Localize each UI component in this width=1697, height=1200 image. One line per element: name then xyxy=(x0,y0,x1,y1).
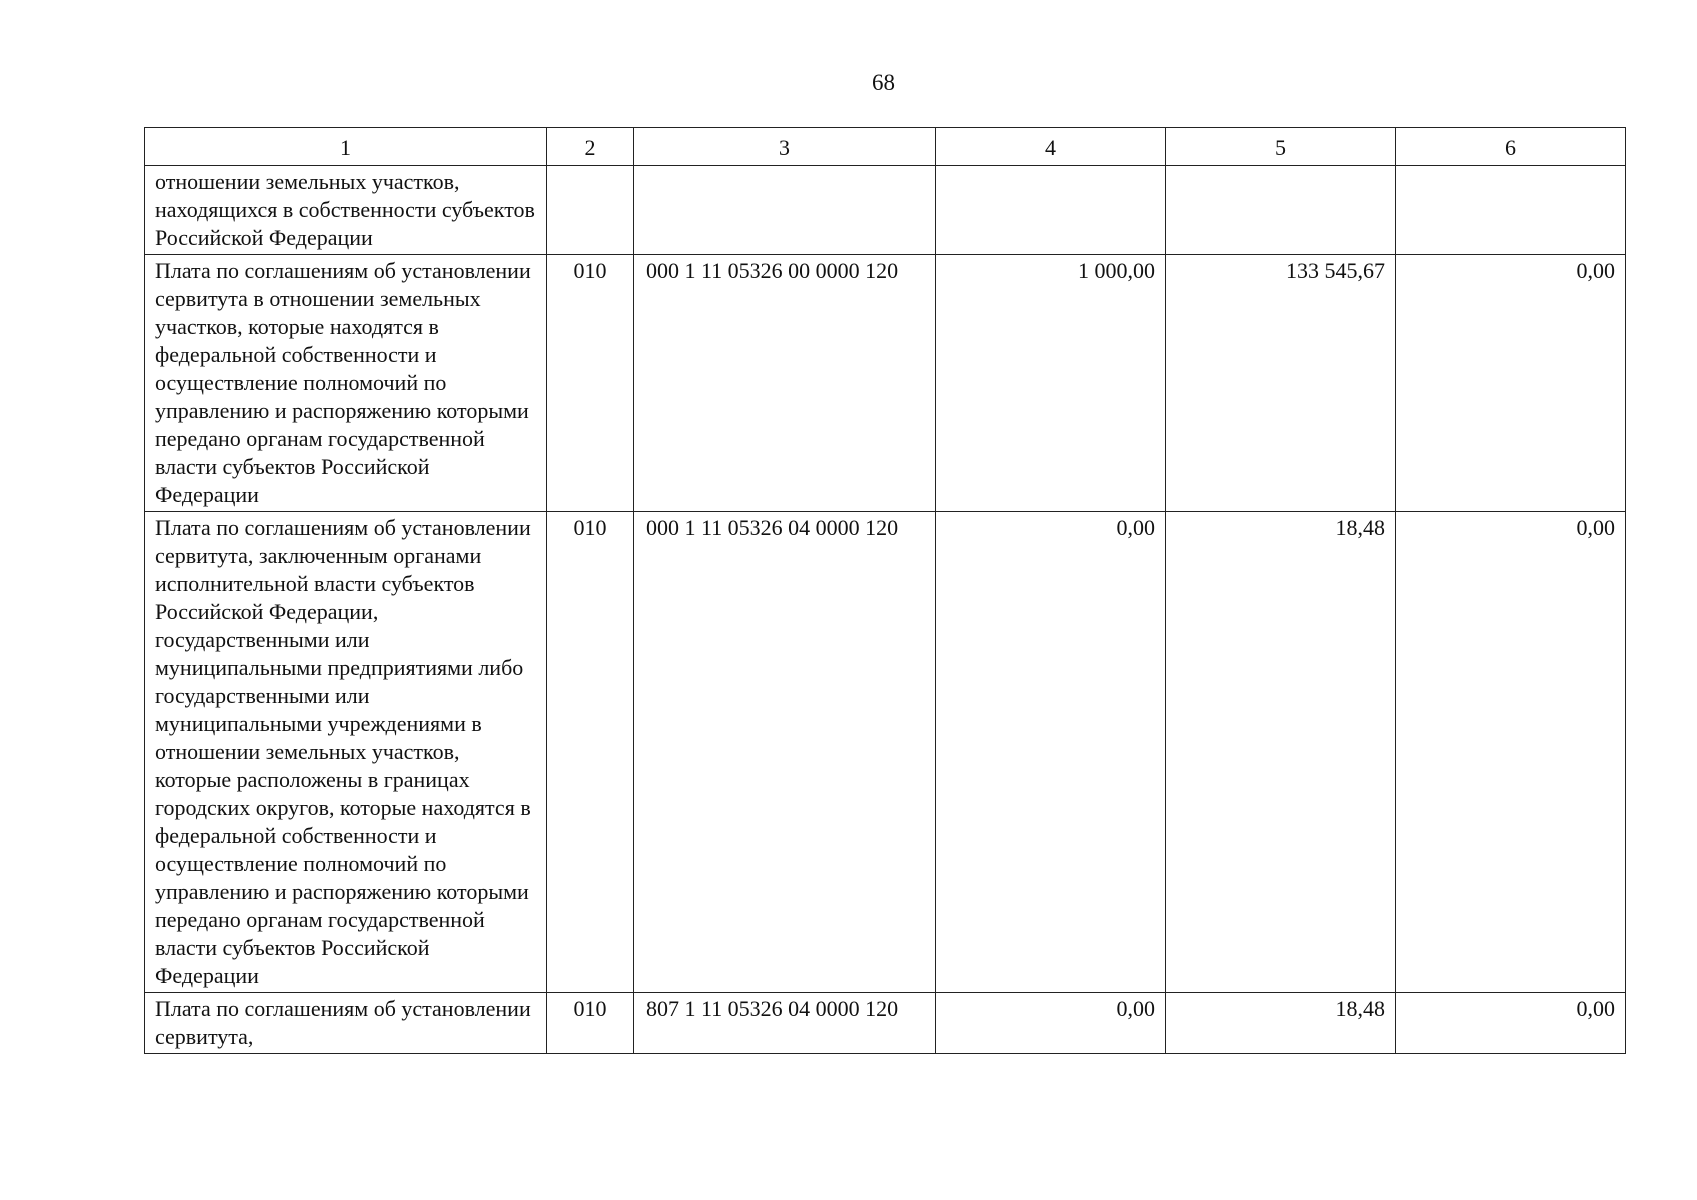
row-col6-value: 0,00 xyxy=(1396,255,1626,512)
page-number: 68 xyxy=(872,70,895,95)
row-col5-value: 133 545,67 xyxy=(1166,255,1396,512)
row-col4-value xyxy=(936,166,1166,255)
row-col6-value xyxy=(1396,166,1626,255)
column-header: 5 xyxy=(1166,128,1396,166)
table-header-row xyxy=(145,128,1626,166)
row-name: отношении земельных участков, находящихся в собственности субъектов Российской Федерации xyxy=(145,166,547,255)
row-col4-value: 0,00 xyxy=(936,512,1166,993)
row-budget-code: 000 1 11 05326 00 0000 120 xyxy=(634,255,936,512)
row-col4-value: 0,00 xyxy=(936,993,1166,1054)
row-col5-value xyxy=(1166,166,1396,255)
column-header: 6 xyxy=(1396,128,1626,166)
column-header: 3 xyxy=(634,128,936,166)
row-name: Плата по соглашениям об установлении сервитута в отношении земельных участков, которые находятся в федеральной собственности и осуществление полномочий по управлению и распоряжению которыми передано органам государственной власти субъектов Российской Федерации xyxy=(145,255,547,512)
row-col4-value: 1 000,00 xyxy=(936,255,1166,512)
row-col6-value: 0,00 xyxy=(1396,993,1626,1054)
data-table xyxy=(144,127,1626,1054)
row-name: Плата по соглашениям об установлении сервитута, заключенным органами исполнительной власти субъектов Российской Федерации, государственными или муниципальными предприятиями либо государственными или муниципальными учреждениями в отношении земельных участков, которые расположены в границах городских округов, которые находятся в федеральной собственности и осуществление полномочий по управлению и распоряжению которыми передано органам государственной власти субъектов Российской Федерации xyxy=(145,512,547,993)
table-row xyxy=(145,255,1626,512)
row-line-code xyxy=(547,166,634,255)
row-name: Плата по соглашениям об установлении сервитута, xyxy=(145,993,547,1054)
row-line-code: 010 xyxy=(547,255,634,512)
column-header: 4 xyxy=(936,128,1166,166)
row-line-code: 010 xyxy=(547,512,634,993)
row-budget-code: 807 1 11 05326 04 0000 120 xyxy=(634,993,936,1054)
row-col6-value: 0,00 xyxy=(1396,512,1626,993)
row-budget-code xyxy=(634,166,936,255)
row-line-code: 010 xyxy=(547,993,634,1054)
table-row xyxy=(145,512,1626,993)
column-header: 2 xyxy=(547,128,634,166)
row-col5-value: 18,48 xyxy=(1166,512,1396,993)
row-col5-value: 18,48 xyxy=(1166,993,1396,1054)
row-budget-code: 000 1 11 05326 04 0000 120 xyxy=(634,512,936,993)
table-row xyxy=(145,166,1626,255)
column-header: 1 xyxy=(145,128,547,166)
table-row xyxy=(145,993,1626,1054)
